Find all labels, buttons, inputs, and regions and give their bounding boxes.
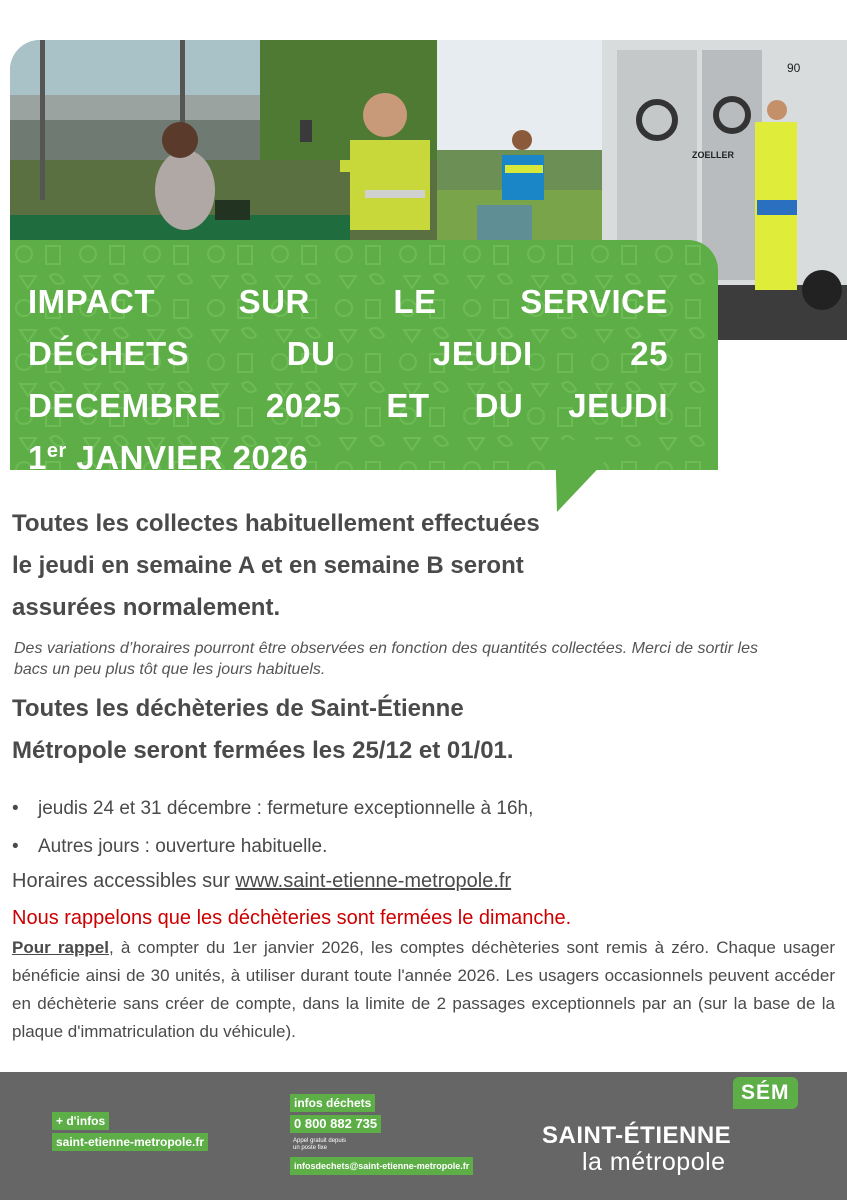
- phone-note: Appel gratuit depuis un poste fixe: [293, 1137, 347, 1151]
- dechetteries-heading-line-1: Toutes les déchèteries de Saint-Étienne: [12, 695, 464, 722]
- more-info-label: + d'infos: [52, 1112, 109, 1130]
- sem-badge: [733, 1077, 798, 1109]
- list-item-text: jeudis 24 et 31 décembre : fermeture exceptionnelle à 16h,: [38, 798, 534, 819]
- sem-badge-text: SÉM: [733, 1077, 798, 1109]
- hours-info: [12, 866, 511, 896]
- dechetteries-heading-line-2: Métropole seront fermées les 25/12 et 01/01.: [12, 737, 514, 764]
- phone-number[interactable]: 0 800 882 735: [290, 1115, 381, 1133]
- bullet-icon: •: [12, 798, 19, 819]
- truck-brand: ZOELLER: [692, 150, 734, 160]
- recall-label: Pour rappel: [12, 938, 109, 957]
- truck-number: 90: [787, 61, 801, 75]
- title-banner: [10, 240, 718, 470]
- collections-heading-line-2: le jeudi en semaine A et en semaine B seront: [12, 552, 524, 579]
- banner-title-line-1: IMPACT SUR LE SERVICE: [28, 283, 668, 320]
- collections-note: Des variations d’horaires pourront être observées en fonction des quantités collectées. Merci de sortir les bacs un peu plus tôt que les jours habituels.: [14, 640, 758, 678]
- dechetteries-heading: [12, 688, 752, 772]
- footer-more-info: [52, 1112, 208, 1154]
- banner-title-line-2: DÉCHETS DU JEUDI 25: [28, 335, 668, 372]
- collections-heading-line-1: Toutes les collectes habituellement effectuées: [12, 510, 540, 537]
- collections-heading-line-3: assurées normalement.: [12, 594, 281, 621]
- footer-waste-info: [290, 1094, 473, 1178]
- opening-hours-list: [12, 790, 533, 866]
- banner-title-day: 1: [28, 439, 47, 470]
- banner-title-ordinal: er: [46, 440, 67, 462]
- list-item: [12, 828, 533, 866]
- sunday-closure-reminder: Nous rappelons que les déchèteries sont fermées le dimanche.: [12, 907, 572, 929]
- hours-prefix: Horaires accessibles sur: [12, 870, 236, 892]
- logo-line-2: la métropole: [582, 1148, 726, 1176]
- collections-heading: [12, 503, 752, 629]
- infos-dechets-label: infos déchets: [290, 1094, 375, 1112]
- bullet-icon: •: [12, 836, 19, 857]
- recall-text: , à compter du 1er janvier 2026, les comptes déchèteries sont remis à zéro. Chaque usager bénéficie ainsi de 30 unités, à utiliser durant toute l'année 2026. Les usagers occasionnels peuvent accéder en déchèterie sans créer de compte, dans la limite de 2 passages exceptionnels par an (sur la base de la plaque d'immatriculation du véhicule).: [12, 938, 835, 1041]
- footer: [0, 1072, 847, 1200]
- more-info-site-link[interactable]: saint-etienne-metropole.fr: [52, 1133, 208, 1151]
- banner-title-month-year: JANVIER 2026: [66, 439, 309, 470]
- list-item-text: Autres jours : ouverture habituelle.: [38, 836, 328, 857]
- phone-row: [290, 1115, 473, 1154]
- email-link[interactable]: infosdechets@saint-etienne-metropole.fr: [290, 1157, 473, 1175]
- banner-title-line-3: DECEMBRE 2025 ET DU JEUDI: [28, 387, 668, 424]
- recall-paragraph: [12, 934, 835, 1046]
- website-link[interactable]: www.saint-etienne-metropole.fr: [235, 870, 512, 892]
- logo-line-1: SAINT-ÉTIENNE: [542, 1122, 732, 1149]
- list-item: [12, 790, 533, 828]
